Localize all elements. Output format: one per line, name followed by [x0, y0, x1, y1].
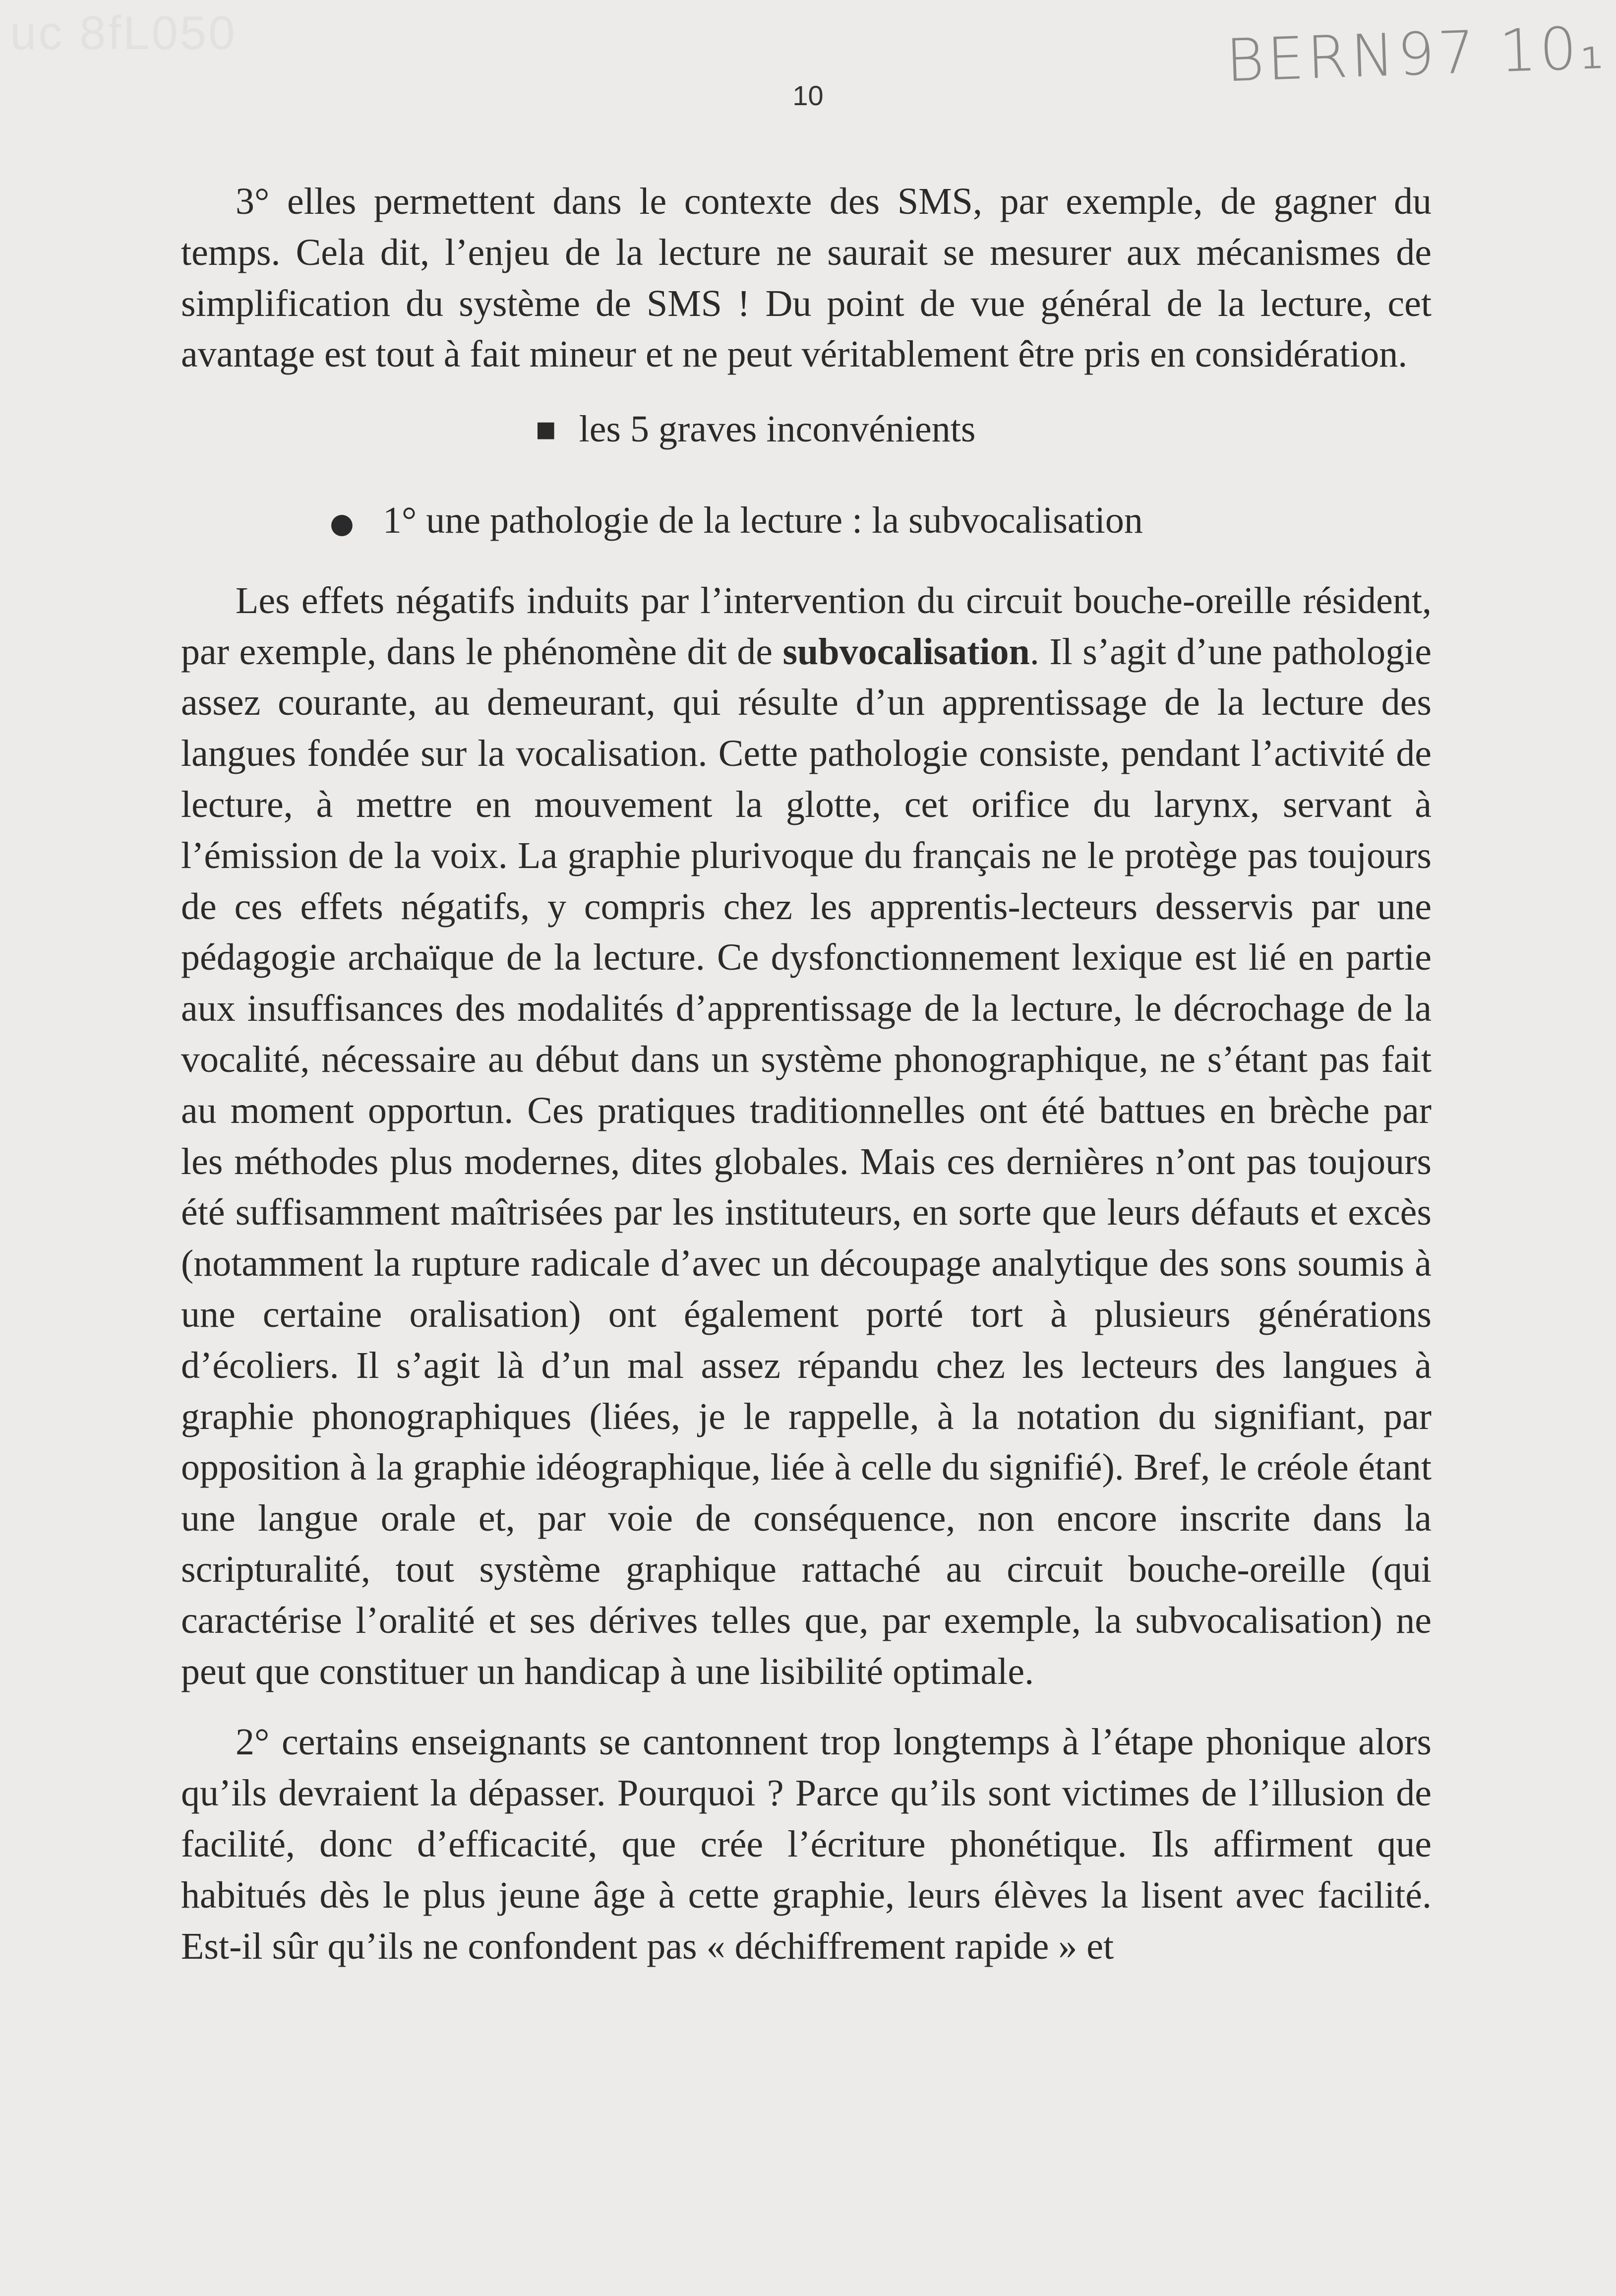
paragraph-point-3: [181, 176, 1432, 380]
paragraph-text: elles permettent dans le contexte des SMS, par exemple, de gagner du temps. Cela dit, l’enjeu de la lecture ne saurait se mesurer aux mécanismes de simplification du système de SMS ! Du point de vue général de la lecture, cet avantage est tout à fait mineur et ne peut véritablement être pris en considération.: [181, 181, 1432, 375]
page-number: 10: [792, 80, 824, 111]
paragraph-subvocalisation: [181, 575, 1432, 1697]
section-heading-text: les 5 graves inconvénients: [579, 408, 976, 450]
square-bullet-icon: ■: [536, 417, 556, 442]
body-text: [181, 176, 1432, 1972]
point-number: 3°: [236, 181, 270, 222]
paragraph-text: certains enseignants se cantonnent trop longtemps à l’étape phonique alors qu’ils devraient la dépasser. Pourquoi ? Parce qu’ils sont victimes de l’illusion de facilité, donc d’efficacité, que crée l’écriture phonétique. Ils affirment que habitués dès le plus jeune âge à cette graphie, leurs élèves la lisent avec facilité. Est-il sûr qu’ils ne confondent pas « déchiffrement rapide » et: [181, 1721, 1432, 1967]
subheading-text: 1° une pathologie de la lecture : la subvocalisation: [382, 499, 1143, 541]
paragraph-text: Les effets négatifs induits par l’intervention du circuit bouche-oreille résident, par exemple, dans le phénomène dit de: [181, 579, 1432, 673]
paragraph-text-continued: . Il s’agit d’une pathologie assez courante, au demeurant, qui résulte d’un apprentissage de la lecture des langues fondée sur la vocalisation. Cette pathologie consiste, pendant l’activité de lecture, à mettre en mouvement la glotte, cet orifice du larynx, servant à l’émission de la voix. La graphie plurivoque du français ne le protège pas toujours de ces effets négatifs, y compris chez les apprentis-lecteurs desservis par une pédagogie archaïque de la lecture. Ce dysfonctionnement lexique est lié en partie aux insuffisances des modalités d’apprentissage de la lecture, le décrochage de la vocalité, nécessaire au début dans un système phonographique, ne s’étant pas fait au moment opportun. Ces pratiques traditionnelles ont été battues en brèche par les méthodes plus modernes, dites globales. Mais ces dernières n’ont pas toujours été suffisamment maîtrisées par les instituteurs, en sorte que leurs défauts et excès (notamment la rupture radicale d’avec un découpage analytique des sons soumis à une certaine oralisation) ont également porté tort à plusieurs générations d’écoliers. Il s’agit là d’un mal assez répandu chez les lecteurs des langues à graphie phonographiques (liées, je le rappelle, à la notation du signifiant, par opposition à la graphie idéographique, liée à celle du signifié). Bref, le créole étant une langue orale et, par voie de conséquence, non encore inscrite dans la scripturalité, tout système graphique rattaché au circuit bouche-oreille (qui caractérise l’oralité et ses dérives telles que, par exemple, la subvocalisation) ne peut que constituer un handicap à une lisibilité optimale.: [181, 630, 1432, 1692]
faded-header-text: uc 8fL050: [10, 6, 237, 60]
handwritten-reference: BERN97 10₁: [1224, 13, 1608, 95]
point-number: 2°: [236, 1721, 270, 1763]
round-bullet-icon: ●: [330, 507, 354, 540]
section-heading-inconvenients: [181, 404, 1432, 460]
paragraph-point-2: [181, 1717, 1432, 1972]
subheading-pathologie: [181, 495, 1432, 550]
bold-term: subvocalisation: [782, 630, 1030, 673]
